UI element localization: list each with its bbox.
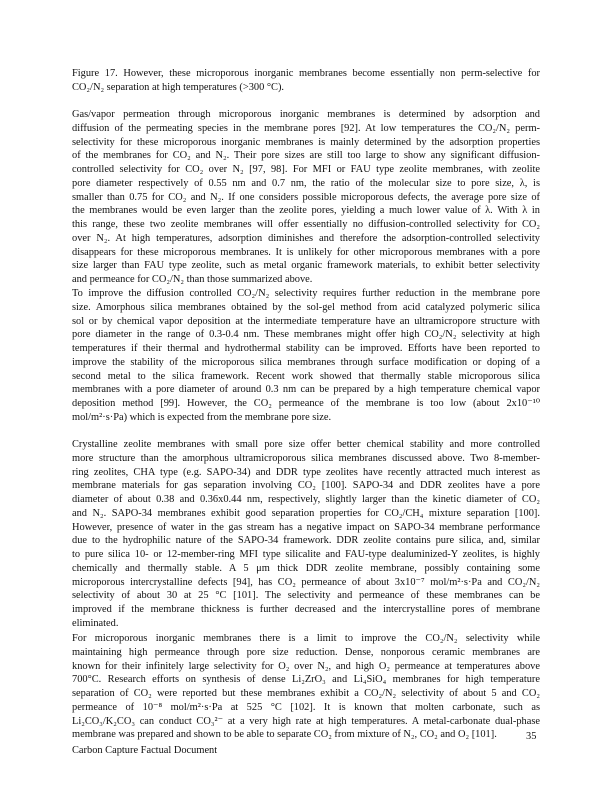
text-line: ring zeolites, CHA type (e.g. SAPO-34) and DDR type zeolites have recently attracted much interest as [72,466,540,478]
text-line: temperatures if their thermal and hydrothermal stability can be improved. Efforts have been reported to [72,343,540,354]
text-line: 700°C. Research efforts on synthesis of dense Li₂ZrO₃ and Li₄SiO₄ membranes for high temperature [72,674,540,686]
text-line: and N₂. SAPO-34 membranes exhibit good separation properties for CO₂/CH₄ mixture separation [100]. [72,507,540,519]
text-line: size larger than FAU type zeolite, such as metal organic framework materials, to exhibit better selectivity [72,260,540,272]
text-line: Crystalline zeolite membranes with small pore size offer better chemical stability and more controlled [72,439,540,450]
text-line: second metal to the silica framework. Recent work showed that thermally stable microporous silica [72,370,540,382]
text-line: membrane materials for gas separation involving CO₂ [100]. SAPO-34 and DDR zeolites have a pore [72,480,540,492]
footer-document-title: Carbon Capture Factual Document [72,745,218,756]
text-line: selectivity of about 30 at 25 °C [101]. The selectivity and permeance of these membranes can be [72,590,540,602]
paragraph-dense-ceramic-membranes [72,632,540,742]
text-line: more structure than the amorphous ultramicroporous silica membranes discussed above. Two 8-member- [72,452,540,464]
text-line: due to the hydrophilic nature of the SAPO-34 framework. DDR zeolite contains pure silica, and, similar [72,535,540,547]
text-line: over N₂. At high temperatures, adsorption diminishes and therefore the adsorption-controlled selectivity [72,232,540,244]
text-line: CO₂/N₂ separation at high temperatures (>300 °C). [72,81,285,93]
text-line: size. Amorphous silica membranes obtained by the sol-gel method from acid catalyzed polymeric silica [72,301,540,313]
text-line: Li₂CO₃/K₂CO₃ can conduct CO₃²⁻ at a very high rate at high temperatures. A metal-carbonate dual-phase [72,715,540,727]
text-line: this range, these two zeolite membranes will offer essentially no diffusion-controlled selectivity for CO₂ [72,219,540,230]
text-line: microporous intercrystalline defects [94], has CO₂ permeance of about 3x10⁻⁷ mol/m²·s·Pa and CO₂/N₂ [72,576,540,588]
text-line: pore diameter in the range of 0.3-0.4 nm. These membranes might offer high CO₂/N₂ selectivity at high [72,329,540,341]
text-line: of the membranes for CO₂ and N₂. Their pore sizes are still too large to show any significant diffusion- [72,150,540,162]
text-line: deposition method [99]. However, the CO₂ permeance of the membrane is too low (about 2x10⁻¹⁰ [72,398,540,409]
text-line: pore diameter respectively of 0.55 nm and 0.7 nm, the ratio of the molecular size to pore size, λ, is [72,177,540,189]
text-line: sol or by chemical vapor deposition at the intermediate temperature have an ultramicropore structure with [72,315,540,327]
paragraph-figure-17-continuation [72,67,540,95]
text-line: improve the stability of the microporous silica membranes through surface modification or doping of a [72,356,540,368]
text-line: Gas/vapor permeation through microporous inorganic membranes is determined by adsorption and [72,109,540,120]
text-line: mol/m²·s·Pa) which is expected from the membrane pore size. [72,411,332,423]
text-line: However, presence of water in the gas stream has a negative impact on SAPO-34 membrane performance [72,521,540,533]
text-line: disappears for these microporous membranes. It is unlikely for other microporous membranes with a pore [72,246,540,258]
text-line: chemically and thermally stable. A 5 μm thick DDR zeolite membrane, possibly containing some [72,562,540,574]
text-line: eliminated. [72,617,119,629]
text-line: diffusion of the permeating species in the membrane pores [92]. At low temperatures the CO₂/N₂ perm- [72,122,540,134]
text-line: permeance of 10⁻⁸ mol/m²·s·Pa at 525 °C [102]. It is known that molten carbonate, such as [72,701,540,713]
paragraph-gas-vapor-permeation [72,108,540,287]
text-line: For microporous inorganic membranes there is a limit to improve the CO₂/N₂ selectivity while [72,633,540,644]
text-line: To improve the diffusion controlled CO₂/N₂ selectivity requires further reduction in the membrane pore [72,288,540,299]
text-line: improved if the membrane thickness is further decreased and the intercrystalline pores of membrane [72,604,540,615]
text-line: membrane was prepared and shown to be able to separate CO₂ from mixture of N₂, CO₂ and O₂ [101]. [72,729,497,741]
paragraph-crystalline-zeolite-membranes [72,438,540,631]
text-line: and permeance for CO₂/N₂ than those summarized above. [72,274,313,285]
text-line: selectivity for these microporous inorganic membranes is mainly determined by the adsorption properties [72,136,540,148]
text-line: smaller than 0.75 for CO₂ and N₂. If one considers possible microporous defects, the average pore size of [72,191,540,203]
text-line: maintaining high permeance through pore size reduction. Dense, nonporous ceramic membranes are [72,646,540,658]
text-line: controlled selectivity for CO₂ over N₂ [97, 98]. For MFI or FAU type zeolite membranes, with zeolite [72,164,540,175]
text-line: the membranes would be even larger than the zeolite pores, yielding a much lower value of λ. With λ in [72,205,540,217]
page-number: 35 [526,731,537,742]
text-line: known for their infinitely large selectivity for O₂ over N₂, and high O₂ permeance at temperatures above [72,660,540,672]
text-line: Figure 17. However, these microporous inorganic membranes become essentially non perm-selective for [72,68,540,79]
text-line: membranes with a pore diameter of around 0.3 nm can be prepared by a high temperature chemical vapor [72,384,540,396]
text-line: separation of CO₂ were reported but these membranes exhibit a CO₂/N₂ selectivity of about 5 and CO₂ [72,688,540,699]
text-line: diameter of about 0.38 and 0.36x0.44 nm, respectively, slightly larger than the kinetic diameter of CO₂ [72,494,540,505]
paragraph-diffusion-controlled-selectivity [72,287,540,425]
text-line: to pure silica 10- or 12-member-ring MFI type silicalite and FAU-type dealuminized-Y zeolites, is highly [72,549,540,560]
